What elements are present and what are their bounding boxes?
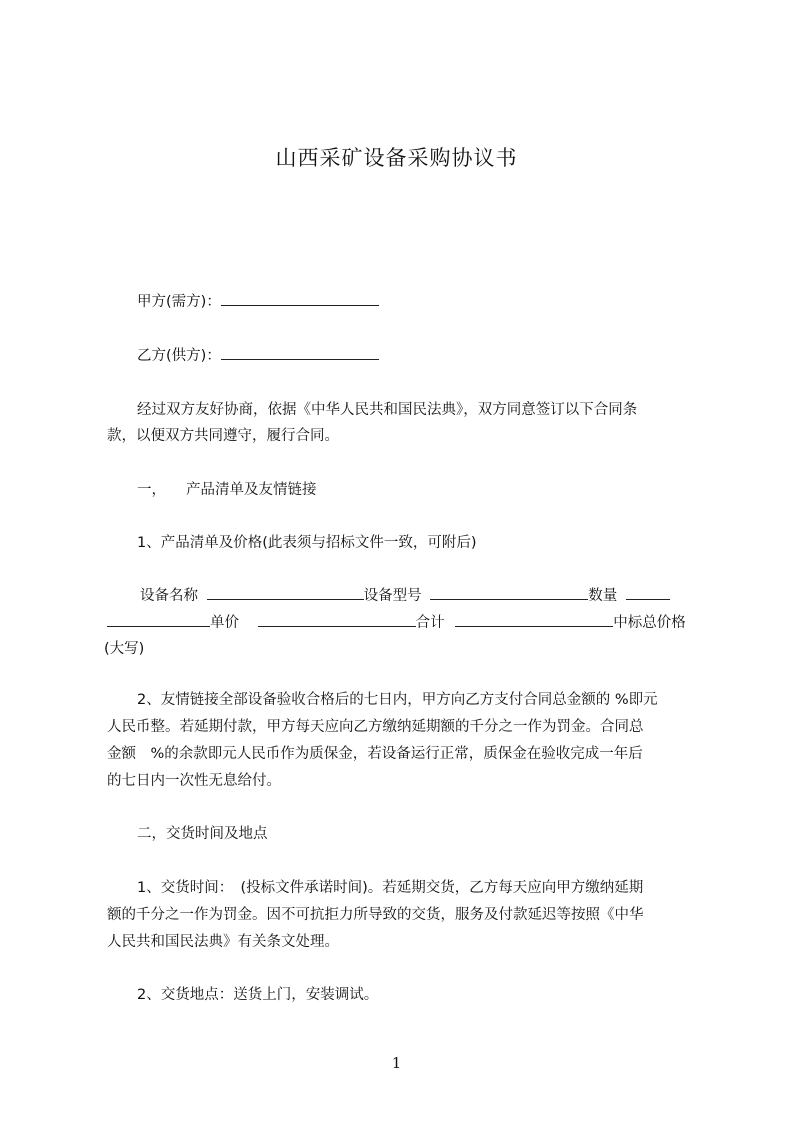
delivery-line-2: 额的千分之一作为罚金。因不可抗拒力所导致的交货，服务及付款延迟等按照《中华	[107, 907, 644, 923]
party-b-blank[interactable]	[221, 345, 379, 360]
item2-line-4: 的七日内一次性无息给付。	[107, 773, 281, 789]
party-a-line	[137, 291, 379, 312]
party-a-blank[interactable]	[221, 291, 379, 306]
section2-heading: 二，交货时间及地点	[137, 826, 268, 842]
intro-line-2: 款，以便双方共同遵守，履行合同。	[107, 428, 339, 444]
item2-line-1: 2、友情链接全部设备验收合格后的七日内，甲方向乙方支付合同总金额的 %即元	[137, 692, 658, 708]
item1-text: 1、产品清单及价格(此表须与招标文件一致，可附后)	[137, 535, 477, 551]
capital-label: (大写)	[104, 641, 145, 657]
intro-line-1: 经过双方友好协商，依据《中华人民共和国民法典》，双方同意签订以下合同条	[137, 402, 638, 418]
total-label: 合计	[415, 615, 445, 631]
bid-total-label: 中标总价格	[613, 615, 686, 631]
item2-line-2: 人民币整。若延期付款，甲方每天应向乙方缴纳延期额的千分之一作为罚金。合同总	[107, 719, 644, 735]
unit-price-label: 单价	[210, 615, 239, 631]
document-title: 山西采矿设备采购协议书	[275, 146, 518, 170]
equip-model-label: 设备型号	[363, 588, 422, 604]
page-number: 1	[391, 1054, 402, 1072]
equipment-line-1	[140, 585, 670, 606]
party-b-line	[137, 345, 379, 366]
section1-heading	[137, 480, 317, 500]
leading-blank[interactable]	[107, 612, 210, 627]
party-b-label: 乙方(供方)：	[137, 348, 221, 364]
section1-heading-num: 一，	[137, 482, 166, 498]
delivery-line-1: 1、交货时间： (投标文件承诺时间)。若延期交货，乙方每天应向甲方缴纳延期	[137, 880, 644, 896]
equipment-line-2	[107, 612, 686, 633]
unit-price-blank[interactable]	[258, 612, 416, 627]
delivery-place: 2、交货地点：送货上门，安装调试。	[137, 987, 379, 1003]
equip-model-blank[interactable]	[430, 585, 588, 600]
quantity-blank[interactable]	[626, 585, 670, 600]
item2-line-3: 金额 %的余款即元人民币作为质保金，若设备运行正常，质保金在验收完成一年后	[107, 746, 643, 762]
quantity-label: 数量	[588, 588, 618, 604]
equip-name-blank[interactable]	[207, 585, 364, 600]
delivery-line-3: 人民共和国民法典》有关条文处理。	[107, 934, 339, 950]
total-blank[interactable]	[455, 612, 613, 627]
party-a-label: 甲方(需方)：	[137, 294, 221, 310]
equip-name-label: 设备名称	[140, 588, 198, 604]
section1-heading-text: 产品清单及友情链接	[186, 482, 317, 498]
